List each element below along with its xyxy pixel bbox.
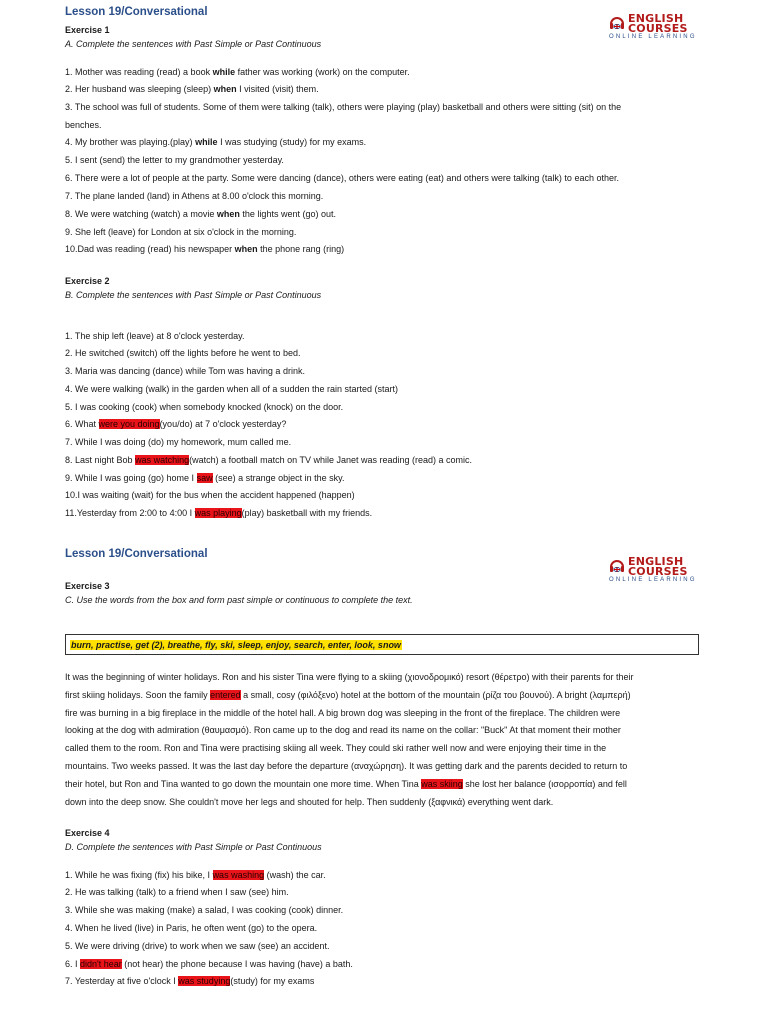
exercise-2-title: Exercise 2 [65,276,110,286]
sentence-text: 5. I sent (send) the letter to my grandmother yesterday. [65,155,284,165]
exercise-4-sentence [65,975,314,987]
sentence-text: 4. We were walking (walk) in the garden when all of a sudden the rain started (start) [65,384,398,394]
exercise-1-sentence [65,154,284,166]
lesson-title: Lesson 19/Conversational [65,6,208,18]
answer-highlight: was playing [194,508,242,518]
exercise-4-title: Exercise 4 [65,828,110,838]
sentence-text: the lights went (go) out. [239,209,336,219]
paragraph-text: down into the deep snow. She couldn't move her legs and shouted for help. Then suddenly (ξαφνικά) everything went dark. [65,796,554,807]
exercise-2-sentence [65,454,472,466]
exercise-1-sentence [65,101,621,113]
exercise-2-sentence [65,436,291,448]
sentence-text: 6. I [65,959,81,969]
sentence-text: the phone rang (ring) [257,244,345,254]
paragraph-line [65,740,705,758]
exercise-4-sentence [65,904,343,916]
sentence-text: 7. The plane landed (land) in Athens at 8.00 o'clock this morning. [65,191,324,201]
exercise-1-sentence [65,83,319,95]
sentence-text: 9. She left (leave) for London at six o'clock in the morning. [65,227,297,237]
sentence-text: 5. We were driving (drive) to work when we saw (see) an accident. [65,941,330,951]
exercise-1-sentence [65,243,344,255]
sentence-text: 1. The ship left (leave) at 8 o'clock yesterday. [65,331,245,341]
word-box-text: burn, practise, get (2), breathe, fly, ski, sleep, enjoy, search, enter, look, snow [71,640,401,650]
exercise-4-sentence [65,922,317,934]
english-courses-logo-2 [608,555,698,585]
keyword: when [216,209,240,219]
answer-highlight: entered [210,689,241,700]
paragraph-text: their hotel, but Ron and Tina wanted to go down the mountain one more time. When Tina [65,778,422,789]
paragraph-line [65,705,705,723]
exercise-2-sentence [65,489,355,501]
sentence-text: 10.Dad was reading (read) his newspaper [65,244,235,254]
paragraph-line [65,669,705,687]
sentence-text: 3. The school was full of students. Some of them were talking (talk), others were playing (play) basketball and others were sitting (sit) on the [65,102,622,112]
logo-text-english: ENGLISH [628,555,684,568]
logo-tagline: ONLINE LEARNING [609,34,697,40]
exercise-2-sentence [65,507,372,519]
exercise-4-sentence [65,869,326,881]
english-courses-logo [608,12,698,42]
sentence-text: 9. While I was going (go) home I [65,473,197,483]
keyword: when [213,84,237,94]
paragraph-line [65,722,705,740]
logo-tagline: ONLINE LEARNING [609,577,697,583]
sentence-text: 2. He switched (switch) off the lights before he went to bed. [65,348,301,358]
sentence-text: benches. [65,120,102,130]
word-box [65,634,699,655]
answer-highlight: didn't hear [80,959,122,969]
exercise-4-sentence [65,958,353,970]
sentence-text: 4. My brother was playing.(play) [65,137,196,147]
paragraph-text: It was the beginning of winter holidays. Ron and his sister Tina were flying to a skiing (χιονοδρομικό) resort (θέρετρο) with their parents for their [65,672,634,682]
exercise-3-instruction: C. Use the words from the box and form past simple or continuous to complete the text. [65,595,413,605]
exercise-1-instruction: A. Complete the sentences with Past Simple or Past Continuous [65,39,322,49]
keyword: while [195,137,218,147]
sentence-text: 6. There were a lot of people at the party. Some were dancing (dance), others were eating (eat) and others were talking (talk) to each other. [65,173,619,183]
answer-highlight: was skiing [421,778,463,789]
answer-highlight: was studying [178,976,231,986]
exercise-1-sentence [65,208,336,220]
exercise-2-sentence [65,401,343,413]
exercise-3-text [65,669,705,811]
exercise-2-sentence [65,418,286,430]
keyword: when [234,244,258,254]
exercise-4-instruction: D. Complete the sentences with Past Simple or Past Continuous [65,842,322,852]
exercise-2-sentence [65,330,244,342]
paragraph-text: looking at the dog with admiration (θαυμασμό). Ron came up to the dog and read its name on the collar: "Buck" At that moment their mother [65,725,621,736]
keyword: while [212,67,236,77]
exercise-1-title: Exercise 1 [65,25,110,35]
exercise-4-sentence [65,886,289,898]
paragraph-text: first skiing holidays. Soon the family [65,689,211,700]
answer-highlight: saw [196,473,213,483]
sentence-text: I visited (visit) them. [236,84,319,94]
sentence-text: 3. While she was making (make) a salad, I was cooking (cook) dinner. [65,905,344,915]
sentence-text: 2. Her husband was sleeping (sleep) [65,84,214,94]
paragraph-line [65,687,705,705]
paragraph-text: a small, cosy (φιλόξενο) hotel at the bottom of the mountain (ρίζα του βουνού). A bright (λαμπερή) [240,689,631,700]
sentence-text: (study) for my exams [230,976,315,986]
sentence-text: 10.I was waiting (wait) for the bus when the accident happened (happen) [65,490,355,500]
exercise-1-sentence [65,226,296,238]
sentence-text: (see) a strange object in the sky. [212,473,345,483]
sentence-text: (play) basketball with my friends. [241,508,373,518]
sentence-text: 11.Yesterday from 2:00 to 4:00 I [65,508,195,518]
exercise-2-sentence [65,472,344,484]
sentence-text: 1. While he was fixing (fix) his bike, I [65,870,213,880]
sentence-text: 5. I was cooking (cook) when somebody knocked (knock) on the door. [65,402,344,412]
logo-text-courses: COURSES [628,565,688,578]
sentence-text: (you/do) at 7 o'clock yesterday? [159,419,287,429]
lesson-title-2: Lesson 19/Conversational [65,548,208,560]
sentence-text: (watch) a football match on TV while Janet was reading (read) a comic. [189,455,473,465]
exercise-1-sentence [65,190,323,202]
sentence-text: 1. Mother was reading (read) a book [65,67,213,77]
exercise-4-sentence [65,940,329,952]
exercise-2-sentence [65,365,305,377]
paragraph-text: she lost her balance (ισορροπία) and fell [462,778,627,789]
sentence-text: 2. He was talking (talk) to a friend when I saw (see) him. [65,887,289,897]
sentence-text: (wash) the car. [264,870,326,880]
paragraph-line [65,758,705,776]
headphones-flag-icon [608,558,626,574]
exercise-2-sentence [65,347,300,359]
paragraph-text: fire was burning in a big fireplace in the middle of the hotel hall. A big brown dog was sleeping in the front of the fireplace. The children were [65,707,621,718]
paragraph-line [65,794,705,812]
sentence-text: 8. Last night Bob [65,455,136,465]
logo-text-english: ENGLISH [628,12,684,25]
sentence-text: I was studying (study) for my exams. [217,137,367,147]
answer-highlight: was watching [135,455,190,465]
sentence-text: 8. We were watching (watch) a movie [65,209,217,219]
exercise-1-sentence [65,66,410,78]
exercise-3-title: Exercise 3 [65,581,110,591]
paragraph-text: called them to the room. Ron and Tina were practising skiing all week. They could ski rather well now and were enjoying their time in the [65,743,607,754]
exercise-1-sentence [65,136,366,148]
sentence-text: (not hear) the phone because I was having (have) a bath. [121,959,353,969]
answer-highlight: was washing [212,870,265,880]
sentence-text: 3. Maria was dancing (dance) while Tom was having a drink. [65,366,305,376]
exercise-1-sentence [65,119,102,131]
paragraph-line [65,776,705,794]
exercise-2-instruction: B. Complete the sentences with Past Simple or Past Continuous [65,290,322,300]
exercise-1-sentence [65,172,619,184]
sentence-text: 7. Yesterday at five o'clock I [65,976,179,986]
logo-text-courses: COURSES [628,22,688,35]
sentence-text: 4. When he lived (live) in Paris, he often went (go) to the opera. [65,923,318,933]
sentence-text: father was working (work) on the computer. [235,67,410,77]
exercise-2-sentence [65,383,398,395]
sentence-text: 7. While I was doing (do) my homework, mum called me. [65,437,292,447]
answer-highlight: were you doing [98,419,160,429]
headphones-flag-icon [608,15,626,31]
paragraph-text: mountains. Two weeks passed. It was the last day before the departure (αναχώρηση). It was getting dark and the parents decided to return to [65,760,628,771]
sentence-text: 6. What [65,419,99,429]
